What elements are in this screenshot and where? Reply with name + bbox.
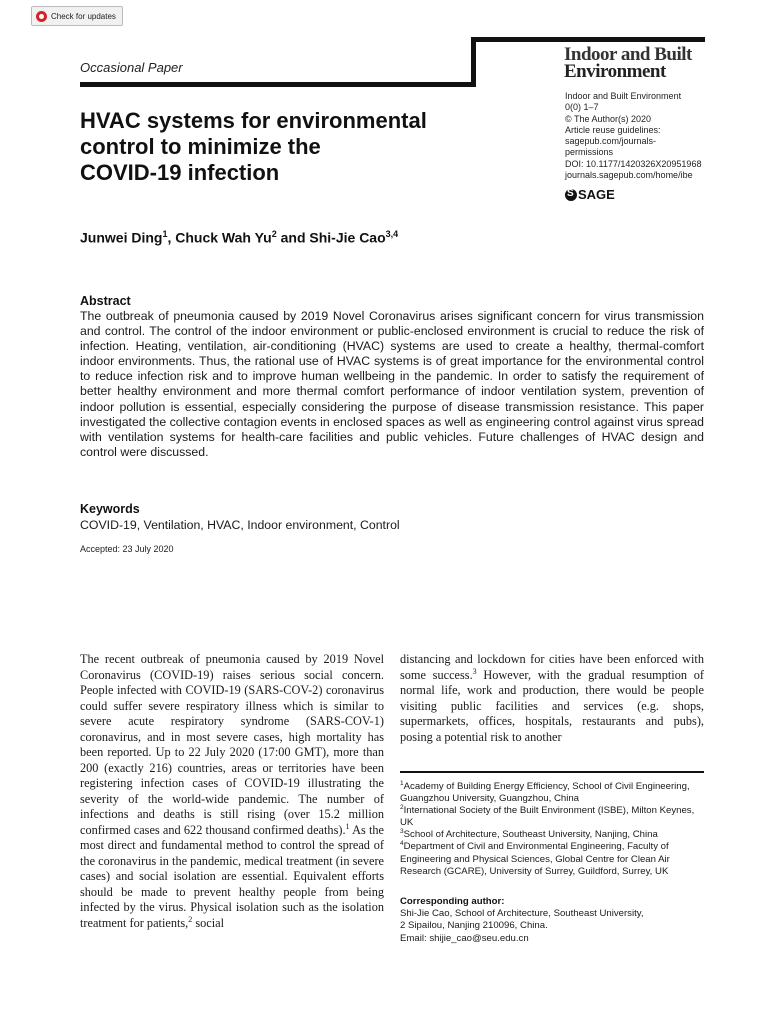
citation-marker[interactable]: 2 [188,914,193,924]
author-list [80,229,398,246]
corresponding-author-details [400,908,710,945]
body-paragraph: distancing and lockdown for cities have been enforced with some success. [400,652,704,682]
corresponding-author-line: 2 Sipailou, Nanjing 210096, China. [400,920,548,932]
author-name: Junwei Ding [80,229,163,246]
corresponding-author-line: Shi-Jie Cao, School of Architecture, Southeast University, [400,908,644,919]
journal-meta-reuse: Article reuse guidelines: [565,124,661,135]
body-paragraph: social [192,915,225,930]
affiliation-marker: 3,4 [385,229,399,239]
affiliation-item [400,781,710,805]
journal-logo [564,46,692,80]
header-rule-vertical [471,37,476,87]
body-paragraph: The recent outbreak of pneumonia caused by 2019 Novel Coronavirus (COVID-19) raises serious social concern. People infected with COVID-19 (SARS-COV-2) coronavirus could suffer severe respiratory illness which is similar to severe acute respiratory syndrome (SARS-COV-1) coronavirus, and in most severe cases, high mortality has been reported. Up to 22 July 2020 (17:00 GMT), more than 200 (exactly 216) countries, areas or territories have been registering infection cases of COVID-19 illustrating the severity of the world-wide pandemic. The number of infections and deaths is still rising (over 15.2 million confirmed cases and 622 thousand confirmed deaths). [80,652,384,837]
publisher-logo [565,187,615,202]
article-type: Occasional Paper [80,60,183,75]
accepted-date: Accepted: 23 July 2020 [80,544,174,554]
header-rule-top [471,37,705,42]
title-line: HVAC systems for environmental [80,108,427,133]
affiliation-text: Department of Civil and Environmental Engineering, Faculty of Engineering and Physical Sciences, Global Centre for Clean Air Research (GCARE), University of Surrey, Guildford, Surrey, UK [400,841,670,877]
footnote-divider [400,771,704,773]
affiliation-item [400,829,710,841]
affiliation-text: School of Architecture, Southeast University, Nanjing, China [403,829,658,841]
author-name: Chuck Wah Yu [175,229,272,246]
article-title [80,108,500,186]
affiliation-number: 3 [400,828,404,836]
corresponding-author-heading: Corresponding author: [400,896,505,907]
abstract-heading: Abstract [80,294,131,308]
journal-meta [565,91,701,181]
body-column-right [400,652,704,745]
affiliation-text: International Society of the Built Environment (ISBE), Milton Keynes, UK [400,805,695,829]
corresponding-author-email[interactable]: Email: shijie_cao@seu.edu.cn [400,932,529,944]
affiliations [400,781,710,878]
affiliation-item [400,805,710,829]
crossmark-icon [36,11,47,22]
affiliation-marker: 2 [271,229,277,239]
citation-marker[interactable]: 1 [345,821,350,831]
affiliation-text: Academy of Building Energy Efficiency, School of Civil Engineering, Guangzhou University, Guangzhou, China [400,781,690,805]
author-separator: , [167,229,176,246]
check-for-updates-label: Check for updates [51,11,116,21]
publisher-name: SAGE [578,187,615,202]
author-separator: and [276,229,310,246]
affiliation-number: 1 [400,779,404,787]
journal-meta-reuse-link[interactable]: sagepub.com/journals- [565,136,657,147]
check-for-updates-button[interactable] [31,6,123,26]
journal-logo-line2: Environment [564,61,666,82]
affiliation-marker: 1 [162,229,168,239]
title-line: COVID-19 infection [80,160,280,185]
journal-meta-reuse-link-cont[interactable]: permissions [565,147,614,158]
journal-meta-volume: 0(0) 1–7 [565,102,599,113]
body-paragraph: However, with the gradual resumption of normal life, work and production, there would be people visiting public facilities and services (e.g. shops, supermarkets, offices, hospitals, restaurants and pubs), posing a potential risk to another [400,667,704,744]
body-column-left [80,652,384,931]
body-paragraph: As the most direct and fundamental method to control the spread of the coronavirus in the pandemic, medical treatment (in severe cases) and social isolation are essential. Equivalent efforts should be made to prevent healthy people from being infected by the virus. Physical isolation such as the isolation treatment for patients, [80,822,384,930]
abstract-text: The outbreak of pneumonia caused by 2019 Novel Coronavirus arises significant concern for virus transmission and control. The control of the indoor environment or public-enclosed environment is crucial to reduce the risk of infection. Heating, ventilation, air-conditioning (HVAC) systems are used to create a healthy, thermal-comfort indoor environments. Thus, the rational use of HVAC systems is of great importance for the environmental control to reduce infection risk and to improve human wellbeing in the pandemic. In order to satisfy the requirement of better healthy environment and more thermal comfort performance of indoor ventilation system, prevention of indoor pollution is essential, especially considering the purpose of disease transmission resistance. This paper investigated the collective contagion events in enclosed spaces as well as engineering control against virus spread with ventilation systems for health-care facilities and public vehicles. Future challenges of HVAC design and control were discussed. [80,309,704,459]
author-name: Shi-Jie Cao [309,229,386,246]
journal-meta-copyright: © The Author(s) 2020 [565,113,652,124]
citation-marker[interactable]: 3 [472,666,477,676]
journal-logo-line1: Indoor and Built [564,44,692,65]
header-rule-bottom [80,82,476,87]
journal-meta-homepage[interactable]: journals.sagepub.com/home/ibe [565,170,693,181]
keywords-heading: Keywords [80,502,140,516]
journal-meta-name: Indoor and Built Environment [565,91,682,101]
affiliation-item [400,841,710,877]
sage-icon [565,189,577,201]
title-line: control to minimize the [80,134,321,159]
affiliation-number: 4 [400,840,404,848]
journal-meta-doi[interactable]: DOI: 10.1177/1420326X20951968 [565,158,702,169]
affiliation-number: 2 [400,804,404,811]
keywords-text: COVID-19, Ventilation, HVAC, Indoor environment, Control [80,518,400,532]
